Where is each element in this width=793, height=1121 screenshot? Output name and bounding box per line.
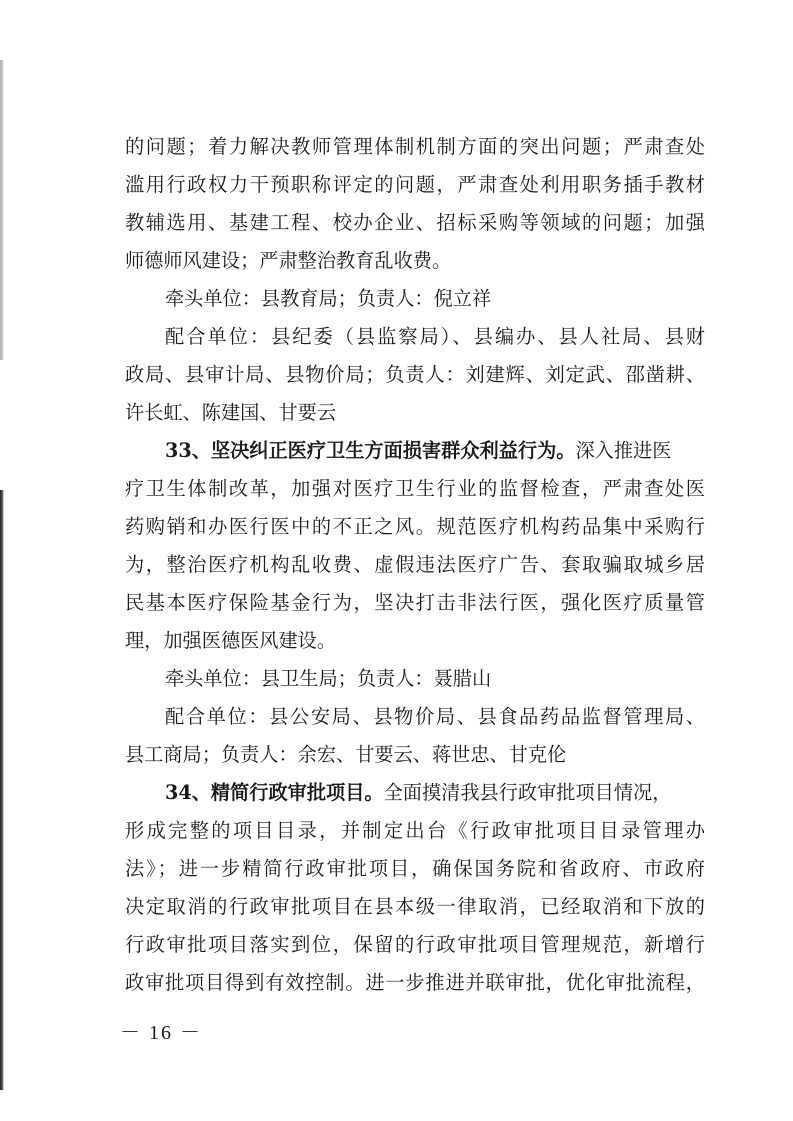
scan-edge-shadow <box>0 60 4 360</box>
body-line: 民基本医疗保险基金行为，坚决打击非法行医，强化医疗质量管 <box>125 591 705 614</box>
body-line: 县工商局；负责人：余宏、甘要云、蒋世忠、甘克伦 <box>125 743 567 766</box>
body-line: 形成完整的项目目录，并制定出台《行政审批项目目录管理办 <box>125 819 705 842</box>
body-line: 法》；进一步精简行政审批项目，确保国务院和省政府、市政府 <box>125 857 705 880</box>
body-line: 疗卫生体制改革，加强对医疗卫生行业的监督检查，严肃查处医 <box>125 477 705 500</box>
body-line: 政局、县审计局、县物价局；负责人：刘建辉、刘定武、邵凿耕、 <box>125 363 705 386</box>
item-33-heading: 33、坚决纠正医疗卫生方面损害群众利益行为。 <box>165 439 576 462</box>
body-line: 药购销和办医行医中的不正之风。规范医疗机构药品集中采购行 <box>125 515 705 538</box>
body-line: 理，加强医德医风建设。 <box>125 629 337 652</box>
body-line: 行政审批项目落实到位，保留的行政审批项目管理规范，新增行 <box>125 933 705 956</box>
item-34-line <box>165 774 705 812</box>
item-34-heading: 34、精简行政审批项目。 <box>165 781 384 804</box>
body-line: 的问题；着力解决教师管理体制机制方面的突出问题；严肃查处 <box>125 135 705 158</box>
body-line: 政审批项目得到有效控制。进一步推进并联审批，优化审批流程， <box>125 971 705 994</box>
item-34-text: 全面摸清我县行政审批项目情况， <box>383 781 672 804</box>
body-line: 决定取消的行政审批项目在县本级一律取消，已经取消和下放的 <box>125 895 705 918</box>
item-33-text: 深入推进医 <box>575 439 672 462</box>
body-line: 为，整治医疗机构乱收费、虚假违法医疗广告、套取骗取城乡居 <box>125 553 705 576</box>
page-number: － 16 － <box>120 1022 202 1044</box>
body-line: 师德师风建设；严肃整治教育乱收费。 <box>125 249 452 272</box>
body-line: 教辅选用、基建工程、校办企业、招标采购等领域的问题；加强 <box>125 211 705 234</box>
partner-unit-line: 配合单位：县纪委（县监察局）、县编办、县人社局、县财 <box>165 325 705 348</box>
lead-unit-line: 牵头单位：县教育局；负责人：倪立祥 <box>165 287 492 310</box>
body-line: 滥用行政权力干预职称评定的问题，严肃查处利用职务插手教材 <box>125 173 705 196</box>
partner-unit-line: 配合单位：县公安局、县物价局、县食品药品监督管理局、 <box>165 705 705 728</box>
body-line: 许长虹、陈建国、甘要云 <box>125 401 337 424</box>
scan-edge-shadow <box>0 490 4 1090</box>
lead-unit-line: 牵头单位：县卫生局；负责人：聂腊山 <box>165 667 492 690</box>
item-33-line <box>165 432 705 470</box>
